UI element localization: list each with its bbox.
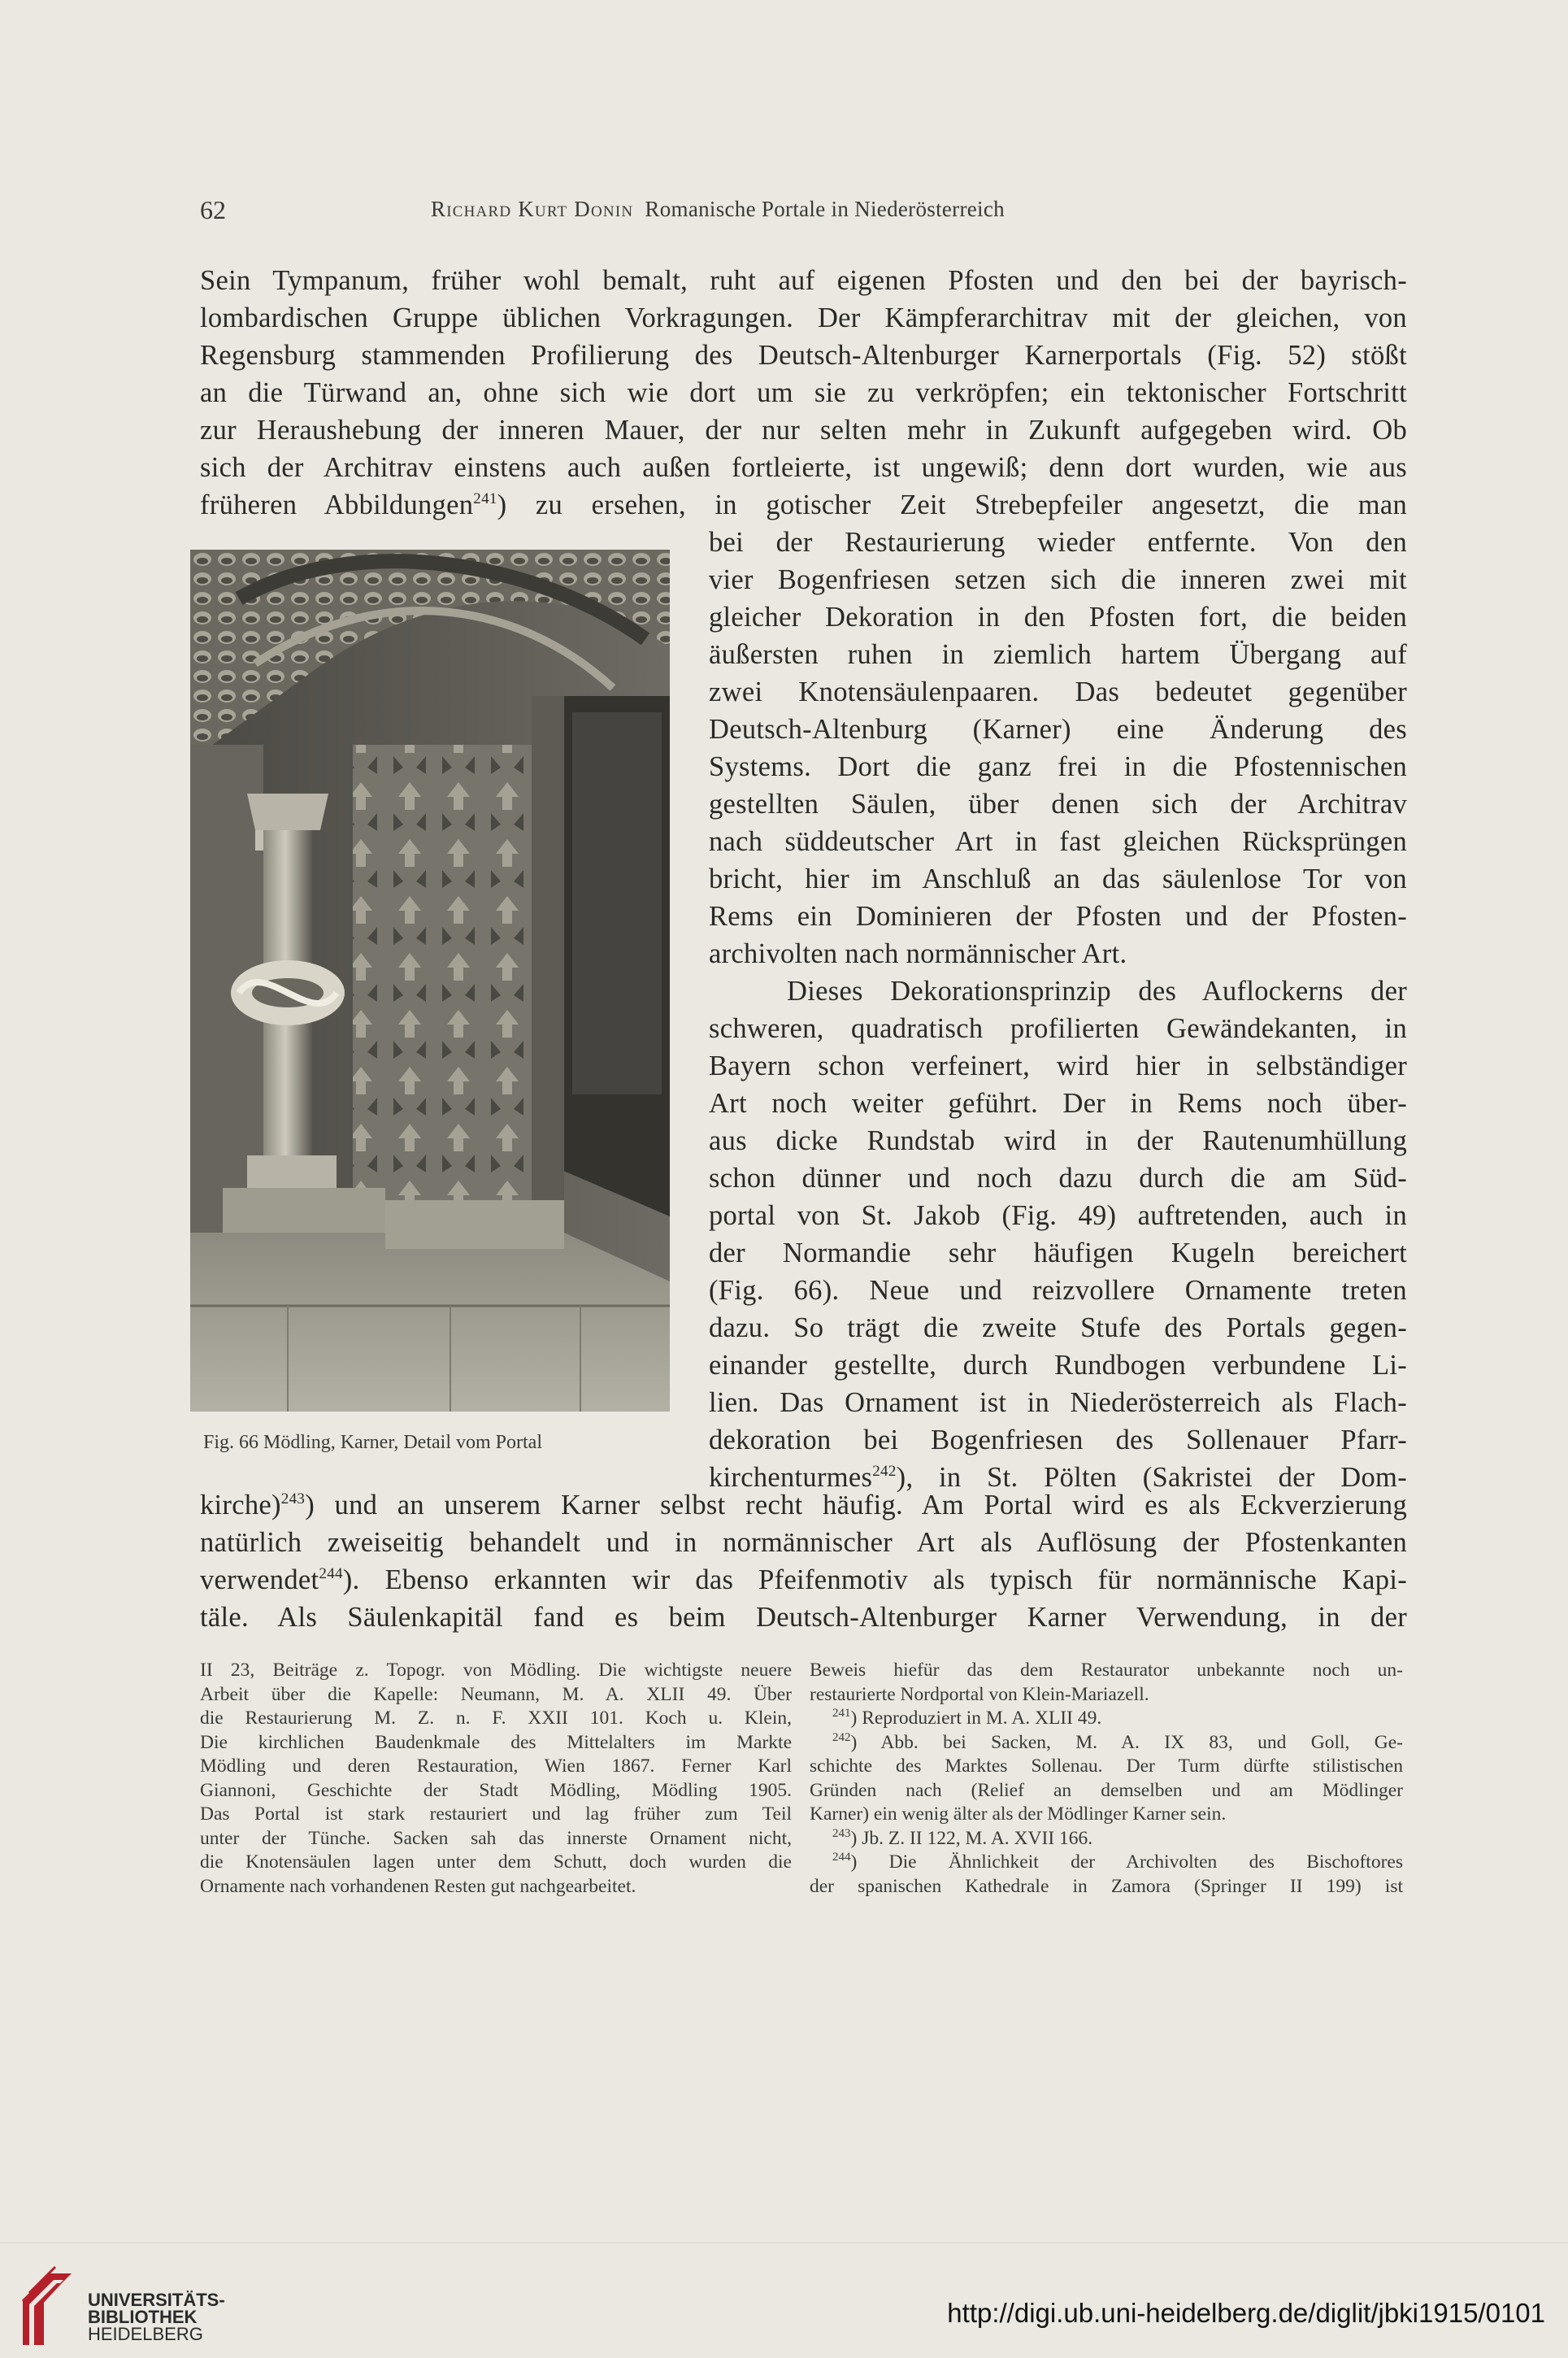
- text-line: täle. Als Säulenkapitäl fand es beim Deutsch-Altenburger Karner Verwendung, in der: [200, 1602, 1407, 1633]
- text-line: Dieses Dekorationsprinzip des Auflockerns der: [787, 976, 1407, 1007]
- text-line: vier Bogenfriesen setzen sich die inneren zwei mit: [709, 564, 1407, 595]
- text-line: lombardischen Gruppe üblichen Vorkragungen. Der Kämpferarchitrav mit der gleichen, von: [200, 302, 1407, 333]
- body-text-bottom: [200, 1486, 1407, 1636]
- running-head-author: Richard Kurt Donin: [431, 197, 634, 221]
- text-fragment: kirche): [200, 1490, 281, 1521]
- library-name-line: HEIDELBERG: [88, 2324, 203, 2344]
- text-line: an die Türwand an, ohne sich wie dort um sie zu verkröpfen; ein tektonischer Fortschritt: [200, 377, 1407, 408]
- text-fragment: früheren Abbildungen: [200, 489, 474, 520]
- text-line: [200, 1486, 1407, 1524]
- footnote-line: [810, 1659, 1403, 1683]
- footnote-line: [810, 1803, 1403, 1827]
- footnote-text: restaurierte Nordportal von Klein-Mariazell.: [810, 1683, 1149, 1705]
- footnote-number: 243: [832, 1826, 851, 1840]
- text-line: dazu. So trägt die zweite Stufe des Portals gegen-: [709, 1312, 1407, 1343]
- footnote-text: schichte des Marktes Sollenau. Der Turm dürfte stilistischen: [810, 1755, 1403, 1777]
- footnote-ref: 241: [473, 490, 497, 507]
- footnote-number: 244: [832, 1851, 851, 1864]
- library-name: [88, 2291, 225, 2343]
- footnote-line: [810, 1755, 1403, 1779]
- footnote-text: Karner) ein wenig älter als der Mödlinger Karner sein.: [810, 1803, 1227, 1825]
- text-line: Bayern schon verfeinert, wird hier in selbständiger: [709, 1051, 1407, 1081]
- text-line: zur Heraushebung der inneren Mauer, der nur selten mehr in Zukunft aufgegeben wird. Ob: [200, 415, 1407, 446]
- page-number: 62: [200, 195, 226, 224]
- footnote-text: ) Jb. Z. II 122, M. A. XVII 166.: [850, 1827, 1093, 1849]
- text-line: Sein Tympanum, früher wohl bemalt, ruht auf eigenen Pfosten und den bei der bayrisch-: [200, 265, 1407, 296]
- text-line: natürlich zweiseitig behandelt und in normännischer Art als Auflösung der Pfostenkanten: [200, 1527, 1407, 1558]
- footnote-ref: 243: [280, 1490, 306, 1507]
- text-line: bricht, hier im Anschluß an das säulenlose Tor von: [709, 864, 1407, 894]
- library-name-line: BIBLIOTHEK: [88, 2307, 198, 2327]
- text-line: äußersten ruhen in ziemlich hartem Übergang auf: [709, 639, 1407, 670]
- text-line: Regensburg stammenden Profilierung des Deutsch-Altenburger Karnerportals (Fig. 52) stößt: [200, 340, 1407, 371]
- text-line: Systems. Dort die ganz frei in die Pfostennischen: [709, 751, 1407, 782]
- text-line: dekoration bei Bogenfriesen des Sollenauer Pfarr-: [709, 1425, 1407, 1455]
- footnote-text: ) Die Ähnlichkeit der Archivolten des Bischoftores: [850, 1851, 1403, 1873]
- footnote-text: der spanischen Kathedrale in Zamora (Springer II 199) ist: [810, 1875, 1403, 1897]
- portal-photo-image: [190, 550, 670, 1412]
- text-line: zwei Knotensäulenpaaren. Das bedeutet gegenüber: [709, 677, 1407, 707]
- footnote-line: Das Portal ist stark restauriert und lag früher zum Teil: [200, 1803, 792, 1825]
- text-line: aus dicke Rundstab wird in der Rautenumhüllung: [709, 1125, 1407, 1156]
- permalink-url[interactable]: http://digi.ub.uni-heidelberg.de/diglit/jbki1915/0101: [947, 2298, 1545, 2328]
- footnote-text: ) Abb. bei Sacken, M. A. IX 83, und Goll, Ge-: [850, 1731, 1403, 1753]
- text-fragment: ). Ebenso erkannten wir das Pfeifenmotiv als typisch für normännische Kapi-: [342, 1564, 1407, 1595]
- running-header: [200, 195, 1387, 228]
- text-line: Rems ein Dominieren der Pfosten und der Pfosten-: [709, 901, 1407, 932]
- text-fragment: ) zu ersehen, in gotischer Zeit Strebepfeiler angesetzt, die man: [497, 489, 1407, 520]
- text-line: gestellten Säulen, über denen sich der Architrav: [709, 789, 1407, 820]
- footer-bar: [0, 2243, 1568, 2358]
- text-line: [200, 486, 1407, 524]
- footnote-line: [810, 1707, 1403, 1731]
- text-line: der Normandie sehr häufigen Kugeln bereichert: [709, 1238, 1407, 1268]
- text-line: (Fig. 66). Neue und reizvollere Ornamente treten: [709, 1275, 1407, 1306]
- text-fragment: verwendet: [200, 1564, 319, 1595]
- library-name-line: UNIVERSITÄTS-: [88, 2290, 225, 2310]
- text-line: gleicher Dekoration in den Pfosten fort, die beiden: [709, 602, 1407, 633]
- text-line: archivolten nach normännischer Art.: [709, 938, 1127, 969]
- text-line: Art noch weiter geführt. Der in Rems noch über-: [709, 1088, 1407, 1119]
- footnote-text: Gründen nach (Relief an demselben und am Mödlinger: [810, 1779, 1403, 1801]
- footnote-line: [810, 1731, 1403, 1755]
- text-fragment: kirchenturmes: [709, 1462, 873, 1493]
- text-fragment: ), in St. Pölten (Sakristei der Dom-: [896, 1462, 1407, 1493]
- text-fragment: ) und an unserem Karner selbst recht häufig. Am Portal wird es als Eckverzierung: [305, 1490, 1407, 1521]
- figure-caption: Fig. 66 Mödling, Karner, Detail vom Portal: [203, 1432, 542, 1453]
- text-line: nach süddeutscher Art in fast gleichen Rücksprüngen: [709, 826, 1407, 857]
- footnote-line: Mödling und deren Restauration, Wien 1867. Ferner Karl: [200, 1755, 792, 1777]
- footnote-line: [810, 1875, 1403, 1899]
- footnote-number: 241: [832, 1707, 851, 1720]
- footnote-line: Ornamente nach vorhandenen Resten gut nachgearbeitet.: [200, 1875, 636, 1897]
- text-line: bei der Restaurierung wieder entfernte. Von den: [709, 527, 1407, 558]
- footnote-line: unter der Tünche. Sacken sah das innerste Ornament nicht,: [200, 1827, 792, 1849]
- text-line: einander gestellte, durch Rundbogen verbundene Li-: [709, 1350, 1407, 1381]
- text-line: Deutsch-Altenburg (Karner) eine Änderung des: [709, 714, 1407, 745]
- body-text-right-column: [709, 524, 1407, 1496]
- footnote-line: die Knotensäulen lagen unter dem Schutt, doch wurden die: [200, 1851, 792, 1873]
- footnote-number: 242: [832, 1730, 851, 1744]
- footnote-line: [810, 1779, 1403, 1803]
- text-line: [200, 1561, 1407, 1599]
- library-logo-icon: [18, 2252, 76, 2348]
- footnote-ref: 242: [872, 1463, 897, 1480]
- footnote-line: Arbeit über die Kapelle: Neumann, M. A. XLII 49. Über: [200, 1683, 792, 1705]
- figure-photo-portal: [190, 550, 670, 1412]
- text-line: sich der Architrav einstens auch außen fortleierte, ist ungewiß; denn dort wurden, wie aus: [200, 452, 1407, 483]
- footnote-line: Giannoni, Geschichte der Stadt Mödling, Mödling 1905.: [200, 1779, 792, 1801]
- running-head: [431, 197, 1005, 222]
- footnote-line: [810, 1827, 1403, 1851]
- text-line: lien. Das Ornament ist in Niederösterreich als Flach-: [709, 1387, 1407, 1418]
- footnote-line: Die kirchlichen Baudenkmale des Mittelalters im Markte: [200, 1731, 792, 1753]
- text-line: schweren, quadratisch profilierten Gewändekanten, in: [709, 1013, 1407, 1044]
- footnote-ref: 244: [319, 1565, 343, 1582]
- footnotes-right-column: [810, 1659, 1403, 1899]
- body-text-top: [200, 262, 1407, 524]
- text-line: schon dünner und noch dazu durch die am Süd-: [709, 1163, 1407, 1194]
- footnote-line: die Restaurierung M. Z. n. F. XXII 101. Koch u. Klein,: [200, 1708, 792, 1729]
- text-line: portal von St. Jakob (Fig. 49) auftretenden, auch in: [709, 1200, 1407, 1231]
- footnote-text: ) Reproduziert in M. A. XLII 49.: [850, 1708, 1102, 1729]
- footnote-line: [810, 1683, 1403, 1708]
- footnote-line: II 23, Beiträge z. Topogr. von Mödling. Die wichtigste neuere: [200, 1660, 792, 1681]
- running-head-title: Romanische Portale in Niederösterreich: [645, 197, 1005, 221]
- footnotes-left-column: [200, 1659, 792, 1899]
- footnote-line: [810, 1851, 1403, 1875]
- footnote-text: Beweis hiefür das dem Restaurator unbekannte noch un-: [810, 1660, 1403, 1681]
